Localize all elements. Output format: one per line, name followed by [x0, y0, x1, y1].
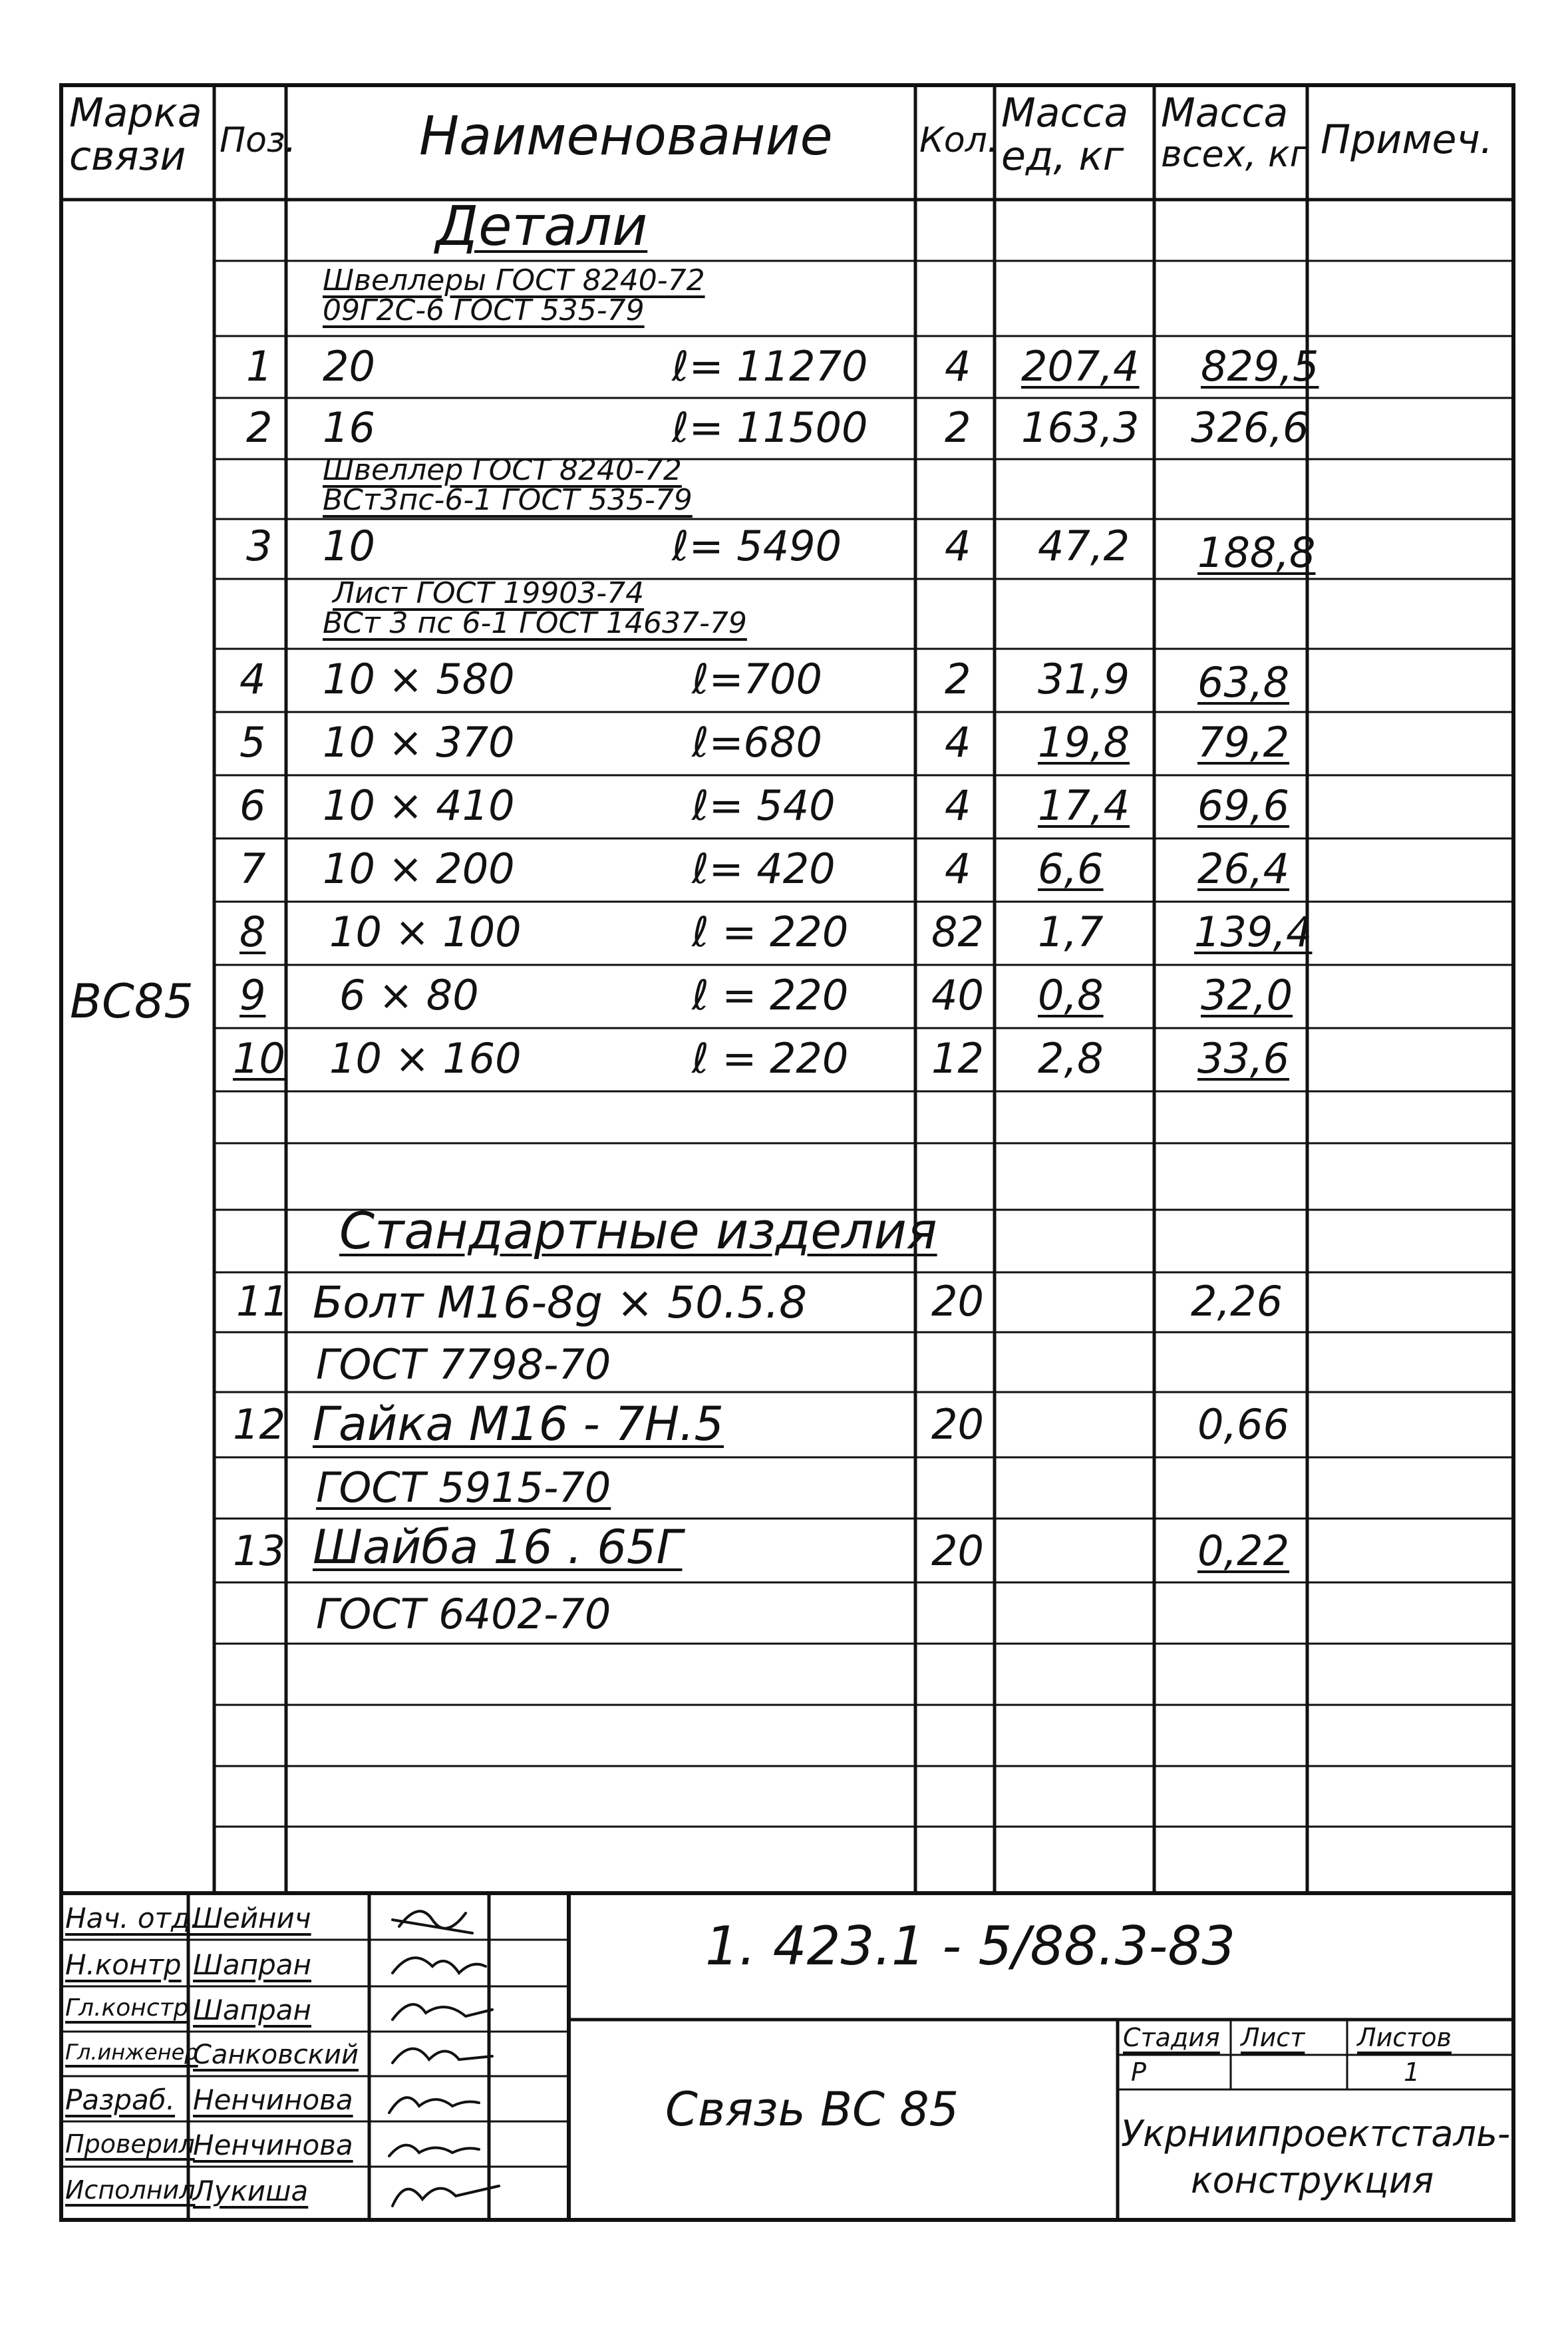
tb-role: Исполнил	[65, 2175, 196, 2205]
std-row-pos: 12	[233, 1400, 285, 1449]
sublabel-channels-1: Швеллеры ГОСТ 8240-72	[323, 264, 705, 297]
row-pos: 2	[246, 403, 273, 452]
sublabel-sheet-1: Лист ГОСТ 19903-74	[333, 576, 645, 610]
std-row-name: Гайка М16 - 7Н.5	[313, 1397, 724, 1451]
signature-stroke	[389, 2145, 479, 2156]
row-qty: 4	[945, 342, 971, 391]
row-length: ℓ= 11500	[672, 403, 868, 452]
tb-role: Проверил	[65, 2129, 195, 2159]
row-name: 10 × 200	[323, 844, 515, 893]
row-qty: 4	[945, 718, 971, 767]
row-qty: 82	[931, 908, 984, 956]
row-total-mass: 829,5	[1201, 342, 1319, 391]
tb-role: Гл.констр	[65, 1994, 189, 2022]
std-row-qty: 20	[931, 1277, 984, 1326]
row-name: 10	[323, 522, 375, 570]
row-length: ℓ = 220	[692, 971, 849, 1019]
stage-label: Стадия	[1123, 2023, 1220, 2052]
row-unit-mass: 19,8	[1038, 718, 1130, 767]
row-name: 10 × 580	[323, 655, 515, 703]
row-name: 10 × 100	[329, 908, 522, 956]
row-pos: 6	[239, 781, 266, 830]
row-unit-mass: 0,8	[1038, 971, 1104, 1019]
row-total-mass: 26,4	[1197, 844, 1290, 893]
section-details: Детали	[436, 195, 648, 258]
row-length: ℓ= 11270	[672, 342, 868, 391]
tb-role: Н.контр	[65, 1948, 182, 1981]
std-row-gost: ГОСТ 7798-70	[316, 1340, 611, 1389]
drawing-title: Связь ВС 85	[665, 2082, 959, 2137]
sheets-value: 1	[1404, 2058, 1420, 2087]
row-name: 6 × 80	[339, 971, 479, 1019]
header-mark-line1: Марка	[69, 90, 202, 136]
tb-name: Санковский	[193, 2040, 359, 2070]
row-length: ℓ = 220	[692, 1034, 849, 1083]
row-pos: 8	[239, 908, 266, 956]
row-name: 10 × 370	[323, 718, 515, 767]
header-mass-unit-line2: ед, кг	[1001, 133, 1124, 180]
header-name: Наименование	[419, 105, 833, 167]
header-mass-total-line2: всех, кг	[1161, 133, 1309, 175]
row-length: ℓ=680	[692, 718, 822, 767]
row-unit-mass: 6,6	[1038, 844, 1104, 893]
tb-role: Разраб.	[65, 2083, 176, 2116]
signature-stroke	[392, 2186, 499, 2206]
row-length: ℓ= 5490	[672, 522, 842, 570]
row-length: ℓ= 540	[692, 781, 836, 830]
signature-stroke	[392, 2004, 492, 2020]
row-name: 10 × 410	[323, 781, 515, 830]
sublabel-channel-1: Швеллер ГОСТ 8240-72	[323, 453, 682, 487]
signature-stroke	[392, 1911, 472, 1933]
row-total-mass: 139,4	[1194, 908, 1313, 956]
header-mark-line2: связи	[69, 133, 186, 180]
tb-name: Шейнич	[193, 1902, 311, 1934]
row-unit-mass: 17,4	[1038, 781, 1130, 830]
sheet-label: Лист	[1241, 2023, 1305, 2052]
row-qty: 12	[931, 1034, 984, 1083]
std-row-total: 0,22	[1197, 1527, 1290, 1575]
tb-name: Шапран	[193, 1994, 311, 2026]
row-pos: 1	[246, 342, 273, 391]
std-row-gost: ГОСТ 6402-70	[316, 1590, 611, 1638]
sublabel-channels-2: 09Г2С-6 ГОСТ 535-79	[323, 293, 645, 327]
signature-stroke	[389, 2097, 479, 2113]
row-pos: 9	[239, 971, 266, 1019]
row-total-mass: 32,0	[1201, 971, 1293, 1019]
row-total-mass: 63,8	[1197, 658, 1290, 707]
sheets-label: Листов	[1357, 2023, 1452, 2052]
std-row-total: 2,26	[1191, 1277, 1283, 1326]
row-unit-mass: 163,3	[1021, 403, 1140, 452]
row-pos: 3	[246, 522, 273, 570]
std-row-qty: 20	[931, 1527, 984, 1575]
row-length: ℓ = 220	[692, 908, 849, 956]
row-unit-mass: 31,9	[1038, 655, 1130, 703]
row-total-mass: 69,6	[1197, 781, 1290, 830]
org-line2: конструкция	[1191, 2159, 1434, 2201]
section-standard: Стандартные изделия	[339, 1201, 937, 1260]
row-pos: 5	[239, 718, 266, 767]
row-total-mass: 33,6	[1197, 1034, 1290, 1083]
std-row-total: 0,66	[1197, 1400, 1290, 1449]
header-mass-total-line1: Масса	[1161, 90, 1289, 136]
std-row-gost: ГОСТ 5915-70	[316, 1463, 611, 1512]
tb-name: Ненчинова	[193, 2129, 353, 2161]
signature-stroke	[392, 1958, 486, 1973]
row-unit-mass: 1,7	[1038, 908, 1104, 956]
row-unit-mass: 2,8	[1038, 1034, 1104, 1083]
tb-name: Шапран	[193, 1948, 311, 1981]
std-row-name: Болт М16-8g × 50.5.8	[313, 1277, 808, 1328]
row-unit-mass: 207,4	[1021, 342, 1140, 391]
row-pos: 4	[239, 655, 266, 703]
row-total-mass: 326,6	[1191, 403, 1309, 452]
signature-stroke	[392, 2049, 492, 2063]
row-name: 10 × 160	[329, 1034, 522, 1083]
sublabel-sheet-2: ВСт 3 пс 6-1 ГОСТ 14637-79	[323, 606, 747, 640]
row-qty: 4	[945, 522, 971, 570]
std-row-qty: 20	[931, 1400, 984, 1449]
row-name: 16	[323, 403, 375, 452]
row-length: ℓ=700	[692, 655, 822, 703]
header-qty: Кол.	[919, 120, 999, 160]
tb-role: Гл.инженер	[65, 2040, 198, 2065]
row-total-mass: 79,2	[1197, 718, 1290, 767]
tb-name: Ненчинова	[193, 2083, 353, 2116]
row-qty: 40	[931, 971, 984, 1019]
tb-role: Нач. отд.	[65, 1902, 200, 1934]
row-qty: 2	[945, 655, 971, 703]
std-row-name: Шайба 16 . 65Г	[313, 1520, 683, 1574]
std-row-pos: 13	[233, 1527, 285, 1575]
drawing-code: 1. 423.1 - 5/88.3-83	[705, 1915, 1236, 1977]
header-pos: Поз.	[220, 120, 297, 160]
tb-name: Лукиша	[193, 2175, 309, 2207]
org-line1: Укрниипроектсталь-	[1121, 2113, 1511, 2155]
std-row-pos: 11	[236, 1277, 289, 1326]
row-pos: 10	[233, 1034, 285, 1083]
row-qty: 2	[945, 403, 971, 452]
row-name: 20	[323, 342, 375, 391]
stage-value: Р	[1131, 2058, 1146, 2087]
row-pos: 7	[239, 844, 266, 893]
row-qty: 4	[945, 844, 971, 893]
header-mass-unit-line1: Масса	[1001, 90, 1129, 136]
signatures	[373, 1893, 506, 2219]
row-unit-mass: 47,2	[1038, 522, 1130, 570]
row-qty: 4	[945, 781, 971, 830]
row-total-mass: 188,8	[1197, 528, 1316, 577]
row-length: ℓ= 420	[692, 844, 836, 893]
sublabel-channel-2: ВСт3пс-6-1 ГОСТ 535-79	[323, 483, 693, 517]
header-note: Примеч.	[1321, 116, 1493, 163]
mark-value: ВС85	[70, 974, 194, 1029]
